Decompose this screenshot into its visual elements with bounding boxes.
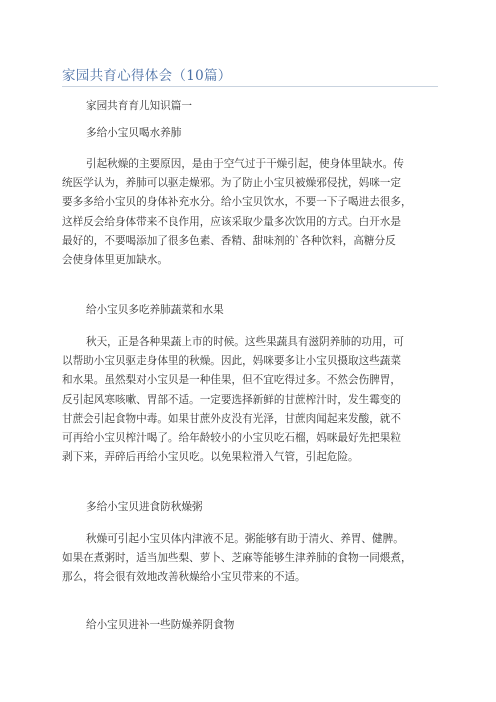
body-line: 统医学认为，养肺可以驱走燥邪。为了防止小宝贝被燥邪侵扰，妈咪一定 [62, 177, 401, 190]
section-body-3 [62, 530, 442, 588]
body-line: 会使身体里更加缺水。 [62, 253, 168, 266]
section-heading-4: 给小宝贝进补一些防燥养阴食物 [86, 619, 235, 631]
section-body-2 [62, 333, 442, 467]
body-line: 那么，将会很有效地改善秋燥给小宝贝带来的不适。 [62, 571, 306, 584]
body-line: 最好的，不要喝添加了很多色素、香精、甜味剂的`各种饮料，高糖分反 [62, 234, 396, 247]
body-line: 秋天，正是各种果蔬上市的时候。这些果蔬具有滋阴养肺的功用，可 [86, 336, 404, 348]
section-heading-3: 多给小宝贝进食防秋燥粥 [86, 501, 203, 513]
section-heading-1: 多给小宝贝喝水养肺 [86, 127, 182, 139]
body-line: 这样反会给身体带来不良作用，应该采取少量多次饮用的方式。白开水是 [62, 215, 401, 228]
document-title: 家园共育心得体会（10篇） [62, 68, 232, 84]
body-line: 秋燥可引起小宝贝体内津液不足。粥能够有助于清火、养胃、健脾。 [86, 533, 404, 545]
body-line: 剥下来，弄碎后再给小宝贝吃。以免果粒滑入气管，引起危险。 [62, 451, 359, 464]
body-line: 反引起风寒咳嗽、胃部不适。一定要选择新鲜的甘蔗榨汁时，发生霉变的 [62, 393, 401, 406]
body-line: 和水果。虽然梨对小宝贝是一种佳果，但不宜吃得过多。不然会伤脾胃， [62, 374, 401, 387]
body-line: 可再给小宝贝榨汁喝了。给年龄较小的小宝贝吃石榴，妈咪最好先把果粒 [62, 431, 401, 444]
section-body-1 [62, 155, 442, 270]
body-line: 以帮助小宝贝驱走身体里的秋燥。因此，妈咪要多让小宝贝摄取这些蔬菜 [62, 355, 401, 368]
body-line: 要多多给小宝贝的身体补充水分。给小宝贝饮水，不要一下子喝进去很多， [62, 196, 412, 209]
title-divider [62, 86, 438, 87]
body-line: 引起秋燥的主要原因，是由于空气过于干燥引起，使身体里缺水。传 [86, 158, 404, 170]
section-heading-2: 给小宝贝多吃养肺蔬菜和水果 [86, 304, 224, 316]
document-subtitle: 家园共育育儿知识篇一 [86, 100, 192, 112]
body-line: 如果在煮粥时，适当加些梨、萝卜、芝麻等能够生津养肺的食物一同煨煮， [62, 552, 412, 565]
body-line: 甘蔗会引起食物中毒。如果甘蔗外皮没有光泽，甘蔗肉闻起来发酸，就不 [62, 412, 401, 425]
